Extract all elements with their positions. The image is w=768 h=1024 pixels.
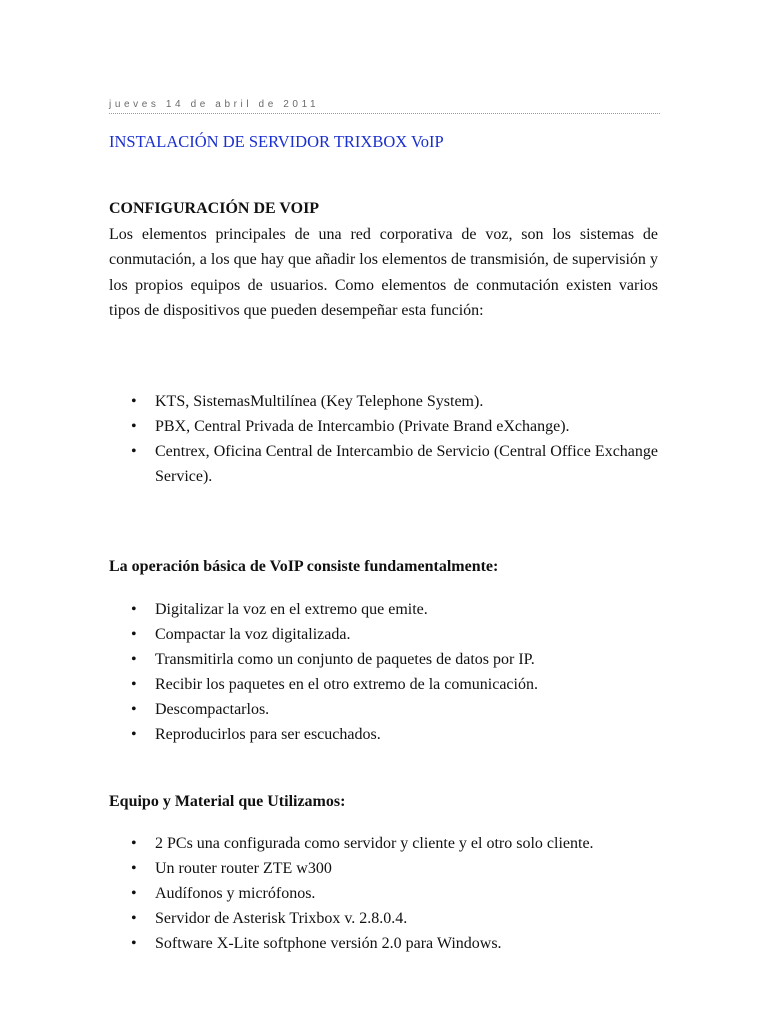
operation-heading: La operación básica de VoIP consiste fundamentalmente: — [109, 558, 499, 575]
list-item — [109, 906, 658, 931]
bullet-icon: • — [131, 601, 137, 618]
bullet-icon: • — [131, 418, 137, 435]
bullet-icon: • — [131, 935, 137, 952]
bullet-icon: • — [131, 885, 137, 902]
list-item — [109, 722, 658, 747]
list-item — [109, 697, 658, 722]
list-item — [109, 647, 658, 672]
list-item — [109, 389, 658, 414]
list-item — [109, 414, 658, 439]
list-item-text: KTS, SistemasMultilínea (Key Telephone System). — [155, 393, 484, 410]
bullet-icon: • — [131, 393, 137, 410]
list-item-text: PBX, Central Privada de Intercambio (Private Brand eXchange). — [155, 418, 570, 435]
list-item — [109, 439, 658, 489]
list-item-text: Software X-Lite softphone versión 2.0 para Windows. — [155, 935, 502, 952]
list-item-text: Un router router ZTE w300 — [155, 860, 332, 877]
bullet-icon: • — [131, 676, 137, 693]
bullet-icon: • — [131, 835, 137, 852]
post-title[interactable]: INSTALACIÓN DE SERVIDOR TRIXBOX VoIP — [109, 132, 444, 151]
list-item — [109, 672, 658, 697]
list-item — [109, 881, 658, 906]
bullet-icon: • — [131, 701, 137, 718]
list-item-text: Reproducirlos para ser escuchados. — [155, 726, 381, 743]
bullet-icon: • — [131, 443, 137, 460]
list-item-text: Descompactarlos. — [155, 701, 270, 718]
bullet-icon: • — [131, 626, 137, 643]
config-heading: CONFIGURACIÓN DE VOIP — [109, 200, 320, 217]
bullet-icon: • — [131, 860, 137, 877]
list-item — [109, 856, 658, 881]
list-item — [109, 831, 658, 856]
equipment-list — [109, 831, 658, 956]
voip-operation-list — [109, 597, 658, 747]
list-item-text: Recibir los paquetes en el otro extremo de la comunicación. — [155, 676, 538, 693]
list-item-text: Centrex, Oficina Central de Intercambio de Servicio (Central Office Exchange Service). — [155, 443, 658, 485]
list-item — [109, 931, 658, 956]
post-date: jueves 14 de abril de 2011 — [109, 99, 660, 114]
equipment-heading: Equipo y Material que Utilizamos: — [109, 793, 346, 810]
config-intro-paragraph: Los elementos principales de una red corporativa de voz, son los sistemas de conmutación, a los que hay que añadir los elementos de transmisión, de supervisión y los propios equipos de usuarios. Como elementos de conmutación existen varios tipos de dispositivos que pueden desempeñar esta función: — [109, 226, 658, 320]
list-item-text: Transmitirla como un conjunto de paquetes de datos por IP. — [155, 651, 535, 668]
list-item-text: Audífonos y micrófonos. — [155, 885, 316, 902]
switching-devices-list — [109, 389, 658, 489]
list-item-text: Compactar la voz digitalizada. — [155, 626, 351, 643]
list-item-text: Digitalizar la voz en el extremo que emite. — [155, 601, 428, 618]
list-item-text: 2 PCs una configurada como servidor y cliente y el otro solo cliente. — [155, 835, 594, 852]
list-item-text: Servidor de Asterisk Trixbox v. 2.8.0.4. — [155, 910, 408, 927]
bullet-icon: • — [131, 910, 137, 927]
list-item — [109, 597, 658, 622]
list-item — [109, 622, 658, 647]
bullet-icon: • — [131, 651, 137, 668]
bullet-icon: • — [131, 726, 137, 743]
